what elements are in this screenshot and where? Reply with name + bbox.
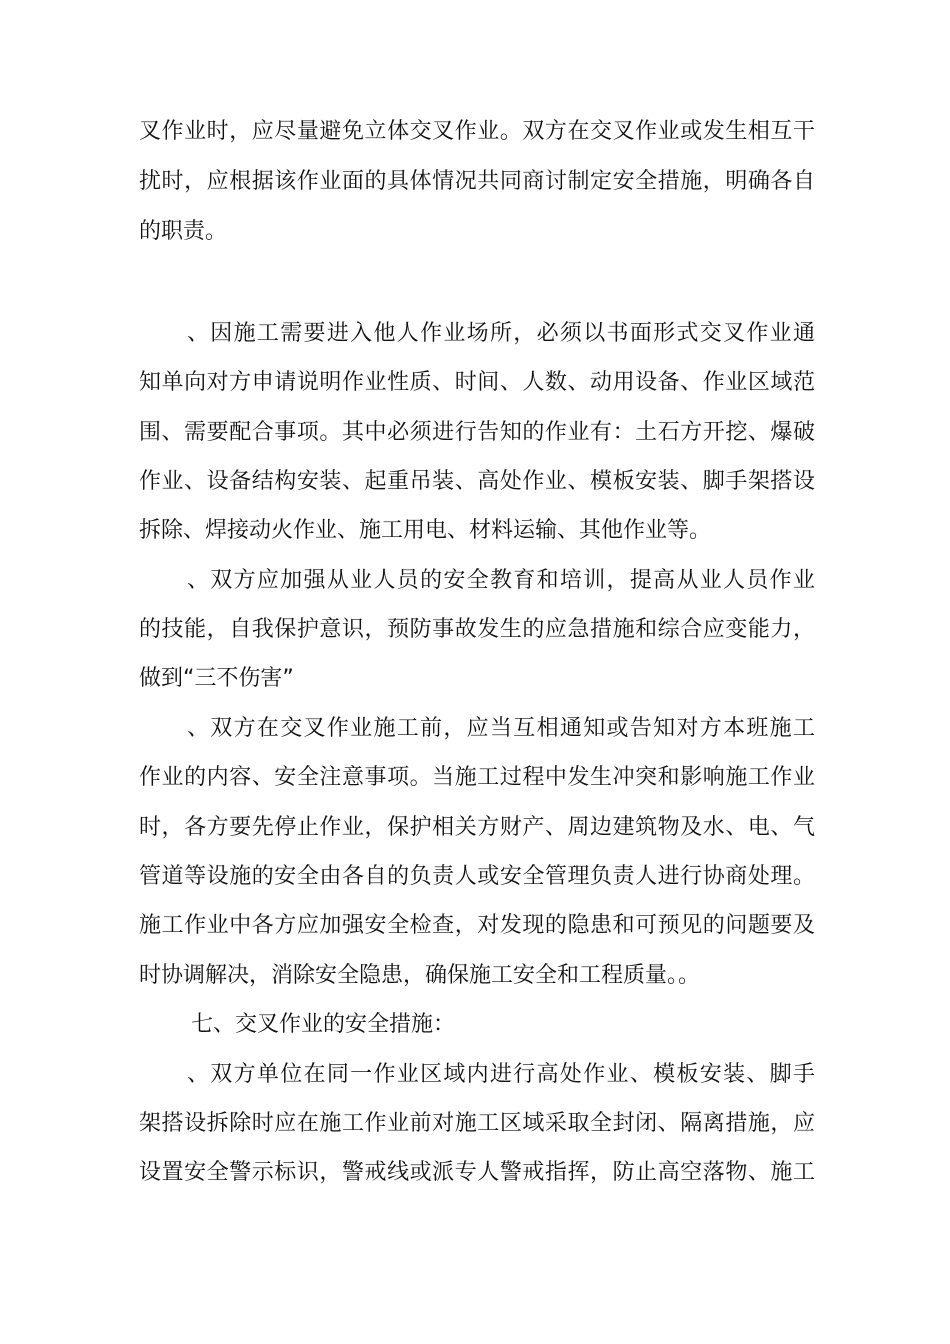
text-line: 拆除、焊接动火作业、施工用电、材料运输、其他作业等。 — [139, 518, 712, 543]
text-line: 作业的内容、安全注意事项。当施工过程中发生冲突和影响施工作业 — [139, 765, 815, 790]
text-line: 围、需要配合事项。其中必须进行告知的作业有：土石方开挖、爆破 — [139, 420, 815, 445]
text-line: 、因施工需要进入他人作业场所，必须以书面形式交叉作业通 — [187, 321, 815, 346]
text-line: 作业、设备结构安装、起重吊装、高处作业、模板安装、脚手架搭设 — [139, 469, 815, 494]
text-line: 架搭设拆除时应在施工作业前对施工区域采取全封闭、隔离措施，应 — [139, 1111, 815, 1136]
text-line: 时协调解决，消除安全隐患，确保施工安全和工程质量。。 — [139, 963, 701, 988]
text-line: 施工作业中各方应加强安全检查，对发现的隐患和可预见的问题要及 — [139, 913, 815, 938]
text-line: 、双方应加强从业人员的安全教育和培训，提高从业人员作业 — [187, 568, 815, 593]
text-line: 管道等设施的安全由各自的负责人或安全管理负责人进行协商处理。 — [139, 864, 815, 889]
text-line: 做到“三不伤害” — [139, 666, 294, 691]
text-line: 的技能，自我保护意识，预防事故发生的应急措施和综合应变能力， — [139, 617, 815, 642]
text-line: 的职责。 — [139, 219, 228, 244]
text-line: 、双方单位在同一作业区域内进行高处作业、模板安装、脚手 — [187, 1062, 815, 1087]
text-line: 、双方在交叉作业施工前，应当互相通知或告知对方本班施工 — [187, 716, 815, 741]
text-line: 设置安全警示标识，警戒线或派专人警戒指挥，防止高空落物、施工 — [139, 1160, 815, 1185]
text-line: 叉作业时，应尽量避免立体交叉作业。双方在交叉作业或发生相互干 — [139, 119, 815, 144]
text-line: 时，各方要先停止作业，保护相关方财产、周边建筑物及水、电、气 — [139, 815, 815, 840]
text-line: 知单向对方申请说明作业性质、时间、人数、动用设备、作业区域范 — [139, 370, 815, 395]
text-line: 扰时，应根据该作业面的具体情况共同商讨制定安全措施，明确各自 — [139, 169, 815, 194]
section-heading: 七、交叉作业的安全措施： — [191, 1012, 456, 1037]
